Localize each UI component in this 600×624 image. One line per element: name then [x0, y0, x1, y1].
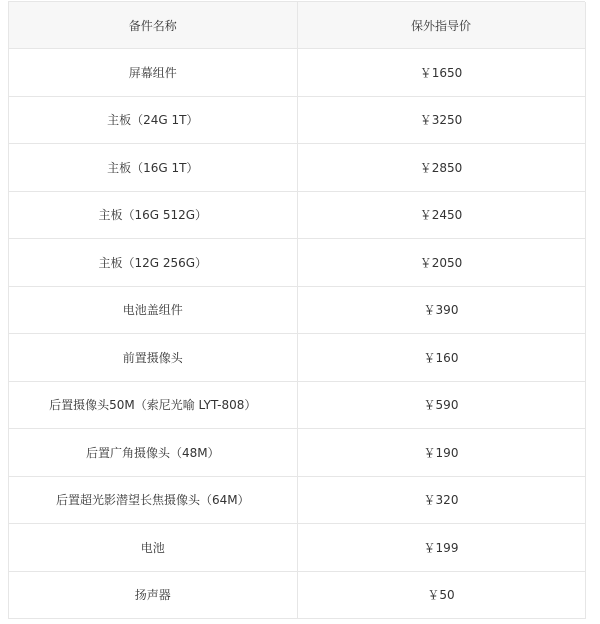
price-cell: ￥160 [297, 334, 585, 382]
price-cell: ￥2050 [297, 239, 585, 287]
price-cell: ￥390 [297, 286, 585, 334]
part-name-cell: 主板（16G 1T） [9, 144, 297, 192]
price-cell: ￥50 [297, 571, 585, 619]
price-cell: ￥190 [297, 429, 585, 477]
table-row [9, 239, 585, 287]
part-name-cell: 主板（16G 512G） [9, 191, 297, 239]
table-row [9, 286, 585, 334]
part-name-cell: 后置广角摄像头（48M） [9, 429, 297, 477]
part-name-cell: 后置超光影潜望长焦摄像头（64M） [9, 476, 297, 524]
price-cell: ￥199 [297, 524, 585, 572]
part-name-cell: 后置摄像头50M（索尼光喻 LYT-808） [9, 381, 297, 429]
price-cell: ￥320 [297, 476, 585, 524]
table-row [9, 96, 585, 144]
table-row [9, 381, 585, 429]
price-cell: ￥1650 [297, 49, 585, 97]
part-name-cell: 扬声器 [9, 571, 297, 619]
part-name-cell: 主板（24G 1T） [9, 96, 297, 144]
price-table-container [8, 1, 585, 619]
table-row [9, 191, 585, 239]
table-row [9, 144, 585, 192]
table-header-row [9, 2, 585, 49]
part-name-cell: 屏幕组件 [9, 49, 297, 97]
header-price: 保外指导价 [297, 2, 585, 49]
part-name-cell: 电池盖组件 [9, 286, 297, 334]
part-name-cell: 前置摄像头 [9, 334, 297, 382]
price-cell: ￥2850 [297, 144, 585, 192]
table-row [9, 524, 585, 572]
part-name-cell: 主板（12G 256G） [9, 239, 297, 287]
header-part-name: 备件名称 [9, 2, 297, 49]
spare-parts-price-table [9, 2, 586, 619]
table-row [9, 49, 585, 97]
table-row [9, 429, 585, 477]
table-row [9, 571, 585, 619]
price-cell: ￥2450 [297, 191, 585, 239]
part-name-cell: 电池 [9, 524, 297, 572]
table-row [9, 334, 585, 382]
price-cell: ￥590 [297, 381, 585, 429]
table-row [9, 476, 585, 524]
price-cell: ￥3250 [297, 96, 585, 144]
